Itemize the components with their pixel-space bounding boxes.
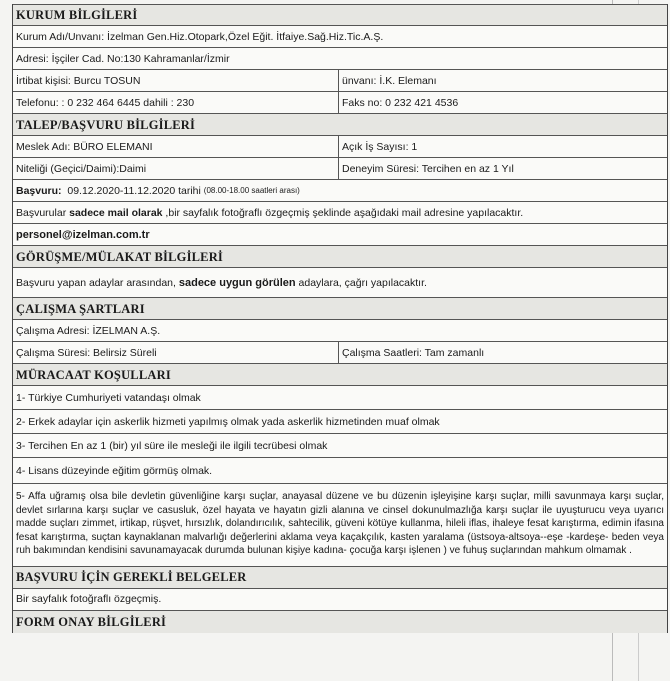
gorusme-text-bold: sadece uygun görülen: [178, 277, 296, 289]
section-title: ÇALIŞMA ŞARTLARI: [16, 301, 145, 316]
row-kosul-1: [13, 386, 667, 410]
row-mail-info: [13, 202, 667, 224]
unvan: ünvanı: İ.K. Elemanı: [338, 70, 667, 91]
section-header-belgeler: [13, 567, 667, 589]
kosul-item: 3- Tercihen En az 1 (bir) yıl süre ile mesleği ile ilgili tecrübesi olmak: [16, 439, 328, 452]
kosul-item-long: 5- Affa uğramış olsa bile devletin güvenliğine karşı suçlar, anayasal düzene ve bu düzenin işleyişine karşı suçlar, milli savunmaya karşı suçlar, devlet sırlarına karşı suçlar ve casusluk, özel hayata ve hayatın gizli alanına ve cinsel dokunulmazlığa karşı suçlar ile uyuşturucu veya uyarıcı madde suçları zimmet, irtikap, rüşvet, hırsızlık, dolandırıcılık, sahtecilik, güveni kötüye kullanma, hileli iflas, ihaleye fesat karıştırma, edimin ifasına fesat karıştırma, suçtan kaynaklanan malvarlığı değerlerini aklama veya kaçakçılık, kasten yaralama (üstsoya-altsoya--eşe -kardeşe- beden veya ruh bakımından kendisini savunamayacak durumda bulunan kişiye kadına- çocuğa karşı işlenen ) ve fuhuş suçlarından mahkum olmamak .: [16, 491, 664, 556]
section-title: BAŞVURU İÇİN GEREKLİ BELGELER: [16, 570, 247, 584]
section-title: FORM ONAY BİLGİLERİ: [16, 614, 167, 629]
kurum-adi: Kurum Adı/Unvanı: İzelman Gen.Hiz.Otopark,Özel Eğit. İtfaiye.Sağ.Hiz.Tic.A.Ş.: [16, 30, 384, 43]
section-header-talep: [13, 114, 667, 136]
row-belgeler: [13, 589, 667, 611]
row-adres: [13, 48, 667, 70]
kosul-item: 1- Türkiye Cumhuriyeti vatandaşı olmak: [16, 391, 201, 404]
calisma-saatleri: Çalışma Saatleri: Tam zamanlı: [338, 342, 667, 363]
basvuru-label: Başvuru:: [16, 184, 62, 197]
email-address[interactable]: personel@izelman.com.tr: [16, 228, 150, 241]
irtibat-kisisi: İrtibat kişisi: Burcu TOSUN: [16, 74, 141, 87]
row-telefon: [13, 92, 667, 114]
row-kosul-3: [13, 434, 667, 458]
calisma-suresi: Çalışma Süresi: Belirsiz Süreli: [16, 346, 157, 359]
basvuru-saat: (08.00-18.00 saatleri arası): [203, 185, 300, 195]
row-kosul-4: [13, 458, 667, 484]
calisma-adresi: Çalışma Adresi: İZELMAN A.Ş.: [16, 324, 161, 337]
gorusme-text: [13, 268, 667, 297]
meslek-adi: Meslek Adı: BÜRO ELEMANI: [16, 140, 153, 153]
row-basvuru: [13, 180, 667, 202]
basvuru-tarih: [13, 180, 667, 201]
section-header-muracaat: [13, 364, 667, 386]
section-title: KURUM BİLGİLERİ: [16, 8, 138, 22]
niteligi: Niteliği (Geçici/Daimi):Daimi: [16, 162, 147, 175]
gorusme-text-part: adaylara, çağrı yapılacaktır.: [295, 277, 427, 289]
row-meslek: [13, 136, 667, 158]
row-calisma-adres: [13, 320, 667, 342]
faks: Faks no: 0 232 421 4536: [338, 92, 667, 113]
kosul-item: 2- Erkek adaylar için askerlik hizmeti yapılmış olmak yada askerlik hizmetinden muaf olmak: [16, 415, 440, 428]
row-irtibat: [13, 70, 667, 92]
row-gorusme: [13, 268, 667, 298]
kurum-adres: Adresi: İşçiler Cad. No:130 Kahramanlar/İzmir: [16, 52, 230, 65]
row-kosul-2: [13, 410, 667, 434]
mail-info-text: ,bir sayfalık fotoğraflı özgeçmiş şeklinde aşağıdaki mail adresine yapılacaktır.: [162, 207, 524, 219]
kosul-item: 4- Lisans düzeyinde eğitim görmüş olmak.: [16, 464, 213, 477]
mail-info-text: Başvurular: [16, 207, 70, 219]
row-niteligi: [13, 158, 667, 180]
section-header-calisma: [13, 298, 667, 320]
row-kosul-5: [13, 484, 667, 567]
acik-is-sayisi: Açık İş Sayısı: 1: [338, 136, 667, 157]
job-form: [12, 4, 668, 633]
telefon: Telefonu: : 0 232 464 6445 dahili : 230: [16, 96, 195, 109]
section-title: MÜRACAAT KOŞULLARI: [16, 367, 171, 382]
gerekli-belge: Bir sayfalık fotoğraflı özgeçmiş.: [16, 593, 162, 605]
mail-info-bold: sadece mail olarak: [69, 207, 163, 219]
row-kurum-adi: [13, 26, 667, 48]
section-header-form-onay: [13, 611, 667, 633]
row-email: [13, 224, 667, 246]
row-calisma-sure: [13, 342, 667, 364]
mail-info: [13, 202, 667, 223]
section-title: TALEP/BAŞVURU BİLGİLERİ: [16, 117, 196, 132]
section-title: GÖRÜŞME/MÜLAKAT BİLGİLERİ: [16, 249, 224, 264]
deneyim-suresi: Deneyim Süresi: Tercihen en az 1 Yıl: [338, 158, 667, 179]
section-header-gorusme: [13, 246, 667, 268]
section-header-kurum: [13, 4, 667, 26]
gorusme-text-part: Başvuru yapan adaylar arasından,: [16, 277, 179, 289]
basvuru-tarih-value: 09.12.2020-11.12.2020 tarihi: [67, 184, 201, 197]
